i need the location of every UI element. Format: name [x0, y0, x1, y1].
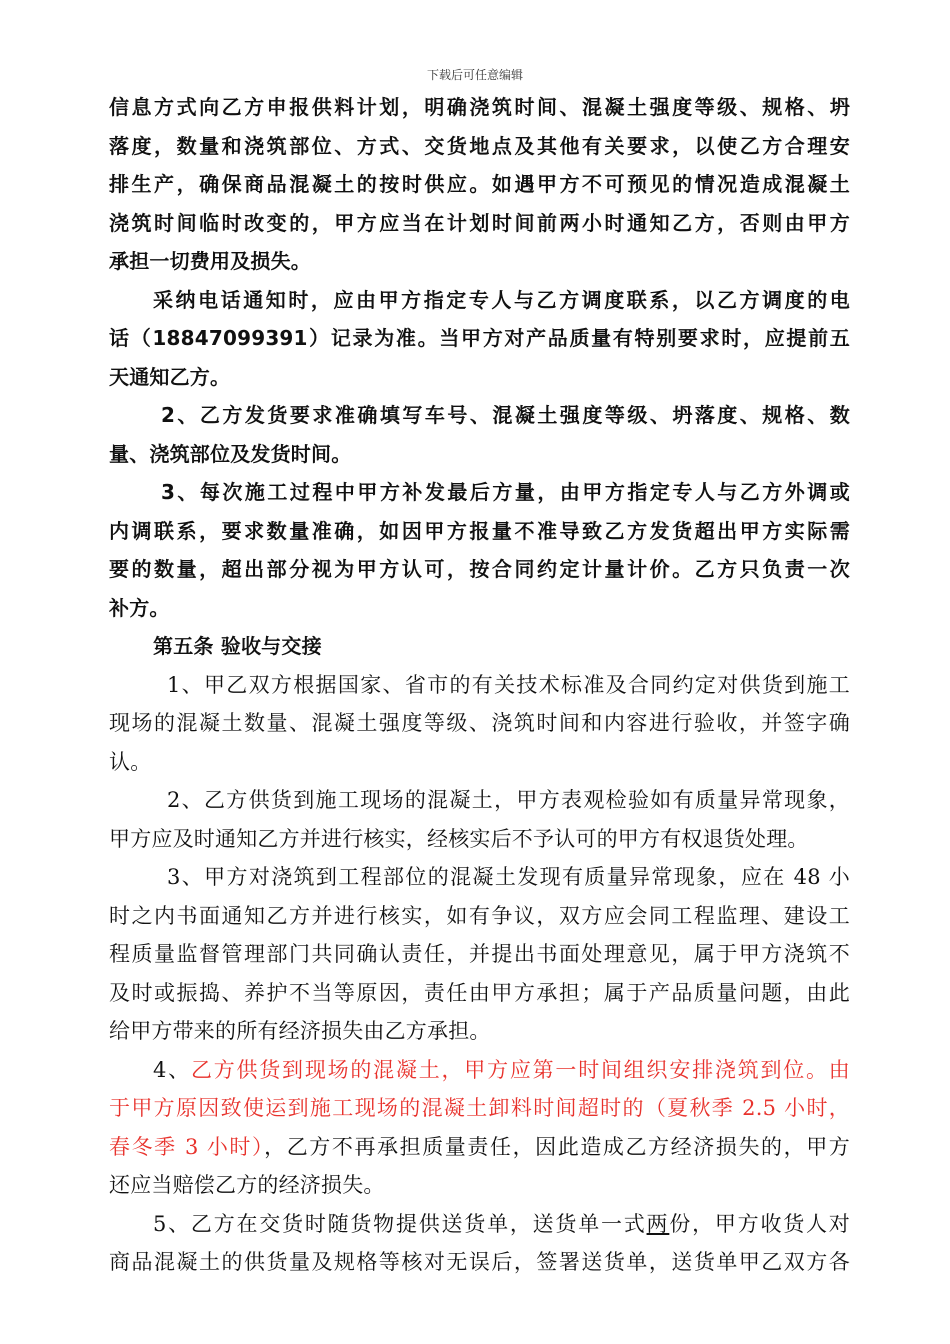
text-line: 3、甲方对浇筑到工程部位的混凝土发现有质量异常现象，应在 48 小	[167, 865, 850, 889]
text-line: 天通知乙方。	[109, 364, 231, 389]
text-line: 内调联系，要求数量准确，如因甲方报量不准导致乙方发货超出甲方实际需	[109, 518, 850, 543]
text-line: 采纳电话通知时，应由甲方指定专人与乙方调度联系，以乙方调度的电	[153, 287, 850, 312]
text-line: 还应当赔偿乙方的经济损失。	[109, 1173, 385, 1197]
text-line: 承担一切费用及损失。	[109, 249, 311, 273]
text-line: 2、乙方供货到施工现场的混凝土，甲方表观检验如有质量异常现象，	[167, 788, 850, 812]
paragraph-phone-notice	[109, 281, 850, 397]
underlined-text: 两	[646, 1211, 670, 1236]
paragraph-unloading-timeout	[109, 1051, 850, 1205]
text-line: 及时或振捣、养护不当等原因，责任由甲方承担；属于产品质量问题，由此	[109, 980, 850, 1005]
text-line: 1、甲乙双方根据国家、省市的有关技术标准及合同约定对供货到施工	[167, 672, 850, 697]
highlighted-text-line: 于甲方原因致使运到施工现场的混凝土卸料时间超时的（夏秋季 2.5 小时，	[109, 1096, 850, 1120]
text-line	[109, 1128, 850, 1167]
text-line: 时之内书面通知乙方并进行核实，如有争议，双方应会同工程监理、建设工	[109, 903, 850, 928]
text-line: 给甲方带来的所有经济损失由乙方承担。	[109, 1019, 491, 1043]
text-line: 3、每次施工过程中甲方补发最后方量，由甲方指定专人与乙方外调或	[161, 480, 850, 504]
paragraph-delivery-requirements	[109, 396, 850, 473]
text-line: 商品混凝土的供货量及规格等核对无误后，签署送货单，送货单甲乙双方各	[109, 1250, 850, 1274]
text-line: 2、乙方发货要求准确填写车号、混凝土强度等级、坍落度、规格、数	[161, 403, 850, 427]
paragraph-supply-plan	[109, 88, 850, 281]
text-line: 话（18847099391）记录为准。当甲方对产品质量有特别要求时，应提前五	[109, 326, 850, 350]
item-number: 4、	[153, 1057, 191, 1082]
plain-text: 份，甲方收货人对	[669, 1211, 850, 1236]
document-body	[109, 88, 850, 1282]
text-line: 量、浇筑部位及发货时间。	[109, 441, 352, 466]
text-line: 浇筑时间临时改变的，甲方应当在计划时间前两小时通知乙方，否则由甲方	[109, 210, 850, 235]
text-line: 要的数量，超出部分视为甲方认可，按合同约定计量计价。乙方只负责一次	[109, 557, 850, 581]
highlighted-text: 春冬季 3 小时）	[109, 1134, 265, 1159]
text-line	[109, 1205, 850, 1244]
text-line: 程质量监督管理部门共同确认责任，并提出书面处理意见，属于甲方浇筑不	[109, 942, 850, 966]
paragraph-quality-dispute	[109, 858, 850, 1051]
text-line: 现场的混凝土数量、混凝土强度等级、浇筑时间和内容进行验收，并签字确	[109, 711, 850, 735]
section-title-article-5: 第五条 验收与交接	[153, 634, 322, 658]
paragraph-acceptance	[109, 666, 850, 782]
plain-text: ，乙方不再承担质量责任，因此造成乙方经济损失的，甲方	[264, 1134, 850, 1159]
text-line: 落度，数量和浇筑部位、方式、交货地点及其他有关要求，以使乙方合理安	[109, 133, 850, 158]
text-line: 排生产，确保商品混凝土的按时供应。如遇甲方不可预见的情况造成混凝土	[109, 172, 850, 196]
page-header-note: 下载后可任意编辑	[426, 68, 523, 82]
paragraph-delivery-note	[109, 1205, 850, 1282]
text-line: 信息方式向乙方申报供料计划，明确浇筑时间、混凝土强度等级、规格、坍	[109, 95, 850, 119]
plain-text: 5、乙方在交货时随货物提供送货单，送货单一式	[153, 1211, 647, 1236]
highlighted-text: 乙方供货到现场的混凝土，甲方应第一时间组织安排浇筑到位。由	[190, 1057, 850, 1082]
paragraph-supplement-quantity	[109, 473, 850, 627]
text-line: 认。	[109, 749, 152, 774]
paragraph-quality-inspection	[109, 781, 850, 858]
text-line	[109, 1051, 850, 1090]
text-line: 甲方应及时通知乙方并进行核实，经核实后不予认可的甲方有权退货处理。	[109, 826, 809, 851]
text-line: 补方。	[109, 595, 170, 620]
